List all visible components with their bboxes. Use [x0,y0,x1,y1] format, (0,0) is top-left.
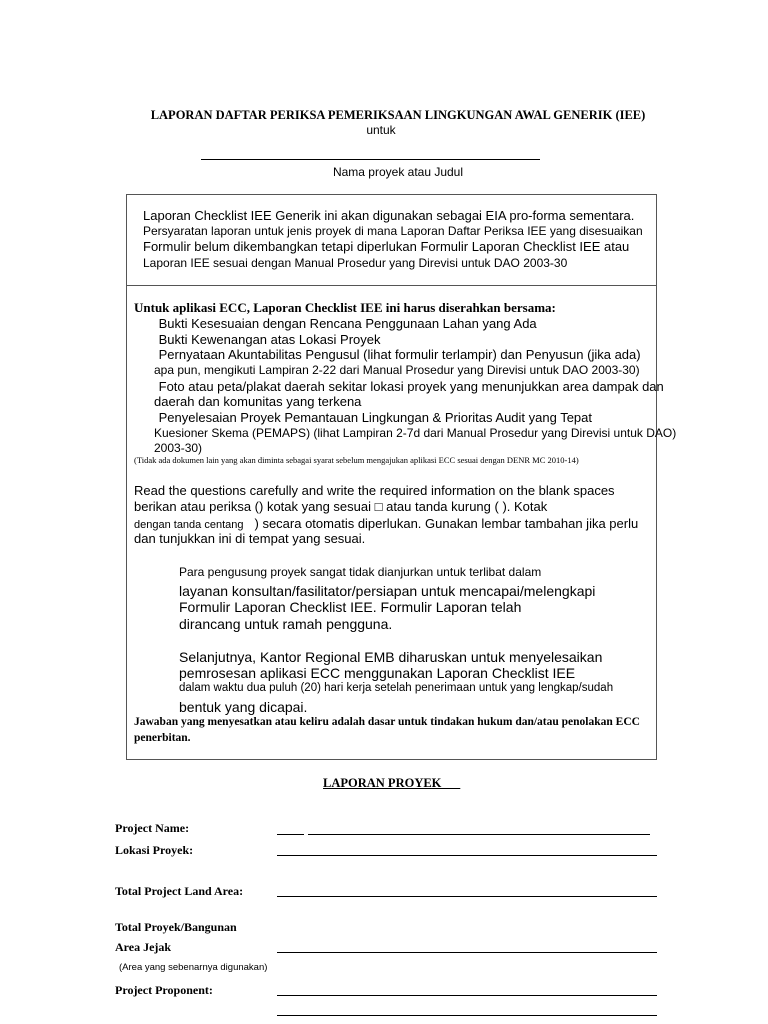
requirement-item [144,347,641,362]
requirement-item-label: Penyelesaian Proyek Pemantauan Lingkungan & Prioritas Audit yang Tepat [158,410,593,425]
document-title: LAPORAN DAFTAR PERIKSA PEMERIKSAAN LINGKUNGAN AWAL GENERIK (IEE) [150,108,646,122]
notice-line: dalam waktu dua puluh (20) hari kerja setelah penerimaan untuk yang lengkap/sudah [179,682,614,694]
requirement-item-label: Foto atau peta/plakat daerah sekitar lokasi proyek yang menunjukkan area dampak dan [158,379,664,394]
land-area-field[interactable] [277,896,657,897]
requirement-item-label: Pernyataan Akuntabilitas Pengusul (lihat formulir terlampir) dan Penyusun (jika ada) [158,347,641,362]
report-section-title: LAPORAN PROYEK___ [323,776,461,790]
requirement-item-continuation: apa pun, mengikuti Lampiran 2-22 dari Manual Prosedur yang Direvisi untuk DAO 2003-30) [154,363,640,377]
proponent-label: Project Proponent: [115,983,213,997]
building-area-note: (Area yang sebenarnya digunakan) [119,962,268,973]
notice-line: Para pengusung proyek sangat tidak dianjurkan untuk terlibat dalam [179,565,542,579]
instructions-line-4: dan tunjukkan ini di tempat yang sesuai. [134,531,366,546]
requirement-item-label: Bukti Kewenangan atas Lokasi Proyek [158,332,381,347]
requirement-item [144,316,537,331]
warning-line-2: penerbitan. [134,732,191,744]
intro-line-4: Laporan IEE sesuai dengan Manual Prosedur yang Direvisi untuk DAO 2003-30 [143,256,568,270]
notice-line: layanan konsultan/fasilitator/persiapan untuk mencapai/melengkapi [179,583,596,599]
requirement-item [144,410,592,425]
project-title-blank-line[interactable] [201,159,540,160]
instructions-line-1: Read the questions carefully and write the required information on the blank spaces [134,483,615,498]
project-title-caption: Nama proyek atau Judul [332,165,464,179]
project-name-label: Project Name: [115,821,190,835]
requirement-item-continuation: 2003-30) [154,441,203,455]
instructions-line-3-start: dengan tanda centang [134,519,244,531]
notice-line: bentuk yang dicapai. [179,699,308,715]
intro-line-1: Laporan Checklist IEE Generik ini akan digunakan sebagai EIA pro-forma sementara. [143,208,635,223]
document-subtitle: untuk [366,123,396,137]
notice-line: pemrosesan aplikasi ECC menggunakan Laporan Checklist IEE [179,665,576,681]
intro-line-2: Persyaratan laporan untuk jenis proyek di mana Laporan Daftar Periksa IEE yang disesuaikan [143,224,643,238]
requirements-heading: Untuk aplikasi ECC, Laporan Checklist IEE ini harus diserahkan bersama: [134,300,556,315]
project-name-field[interactable] [308,834,650,835]
project-name-field-prefix[interactable] [277,834,304,835]
requirement-item [144,379,664,394]
requirements-note: (Tidak ada dokumen lain yang akan diminta sebagai syarat sebelum mengajukan aplikasi ECC sesuai dengan DENR MC 2010-14) [134,455,579,465]
building-area-label-line-2: Area Jejak [115,940,172,954]
proponent-field-line-2[interactable] [277,1015,657,1016]
proponent-field[interactable] [277,995,657,996]
requirement-item-continuation: daerah dan komunitas yang terkena [154,394,362,409]
building-area-field[interactable] [277,952,657,953]
warning-line-1: Jawaban yang menyesatkan atau keliru adalah dasar untuk tindakan hukum dan/atau penolakan ECC [134,716,640,728]
project-location-label: Lokasi Proyek: [115,843,194,857]
notice-line: Formulir Laporan Checklist IEE. Formulir Laporan telah [179,599,522,615]
land-area-label: Total Project Land Area: [115,884,244,898]
requirement-item-continuation: Kuesioner Skema (PEMAPS) (lihat Lampiran 2-7d dari Manual Prosedur yang Direvisi untuk DAO) [154,426,677,440]
requirement-item-label: Bukti Kesesuaian dengan Rencana Penggunaan Lahan yang Ada [158,316,537,331]
instructions-line-2: berikan atau periksa () kotak yang sesuai □ atau tanda kurung ( ). Kotak [134,499,548,514]
instructions-line-3-end: ) secara otomatis diperlukan. Gunakan lembar tambahan jika perlu [254,516,639,531]
intro-line-3: Formulir belum dikembangkan tetapi diperlukan Formulir Laporan Checklist IEE atau [143,239,630,254]
project-location-field[interactable] [277,855,657,856]
notice-line: dirancang untuk ramah pengguna. [179,616,393,632]
building-area-label-line-1: Total Proyek/Bangunan [115,920,237,934]
requirement-item [144,332,380,347]
notice-line: Selanjutnya, Kantor Regional EMB diharuskan untuk menyelesaikan [179,649,603,665]
